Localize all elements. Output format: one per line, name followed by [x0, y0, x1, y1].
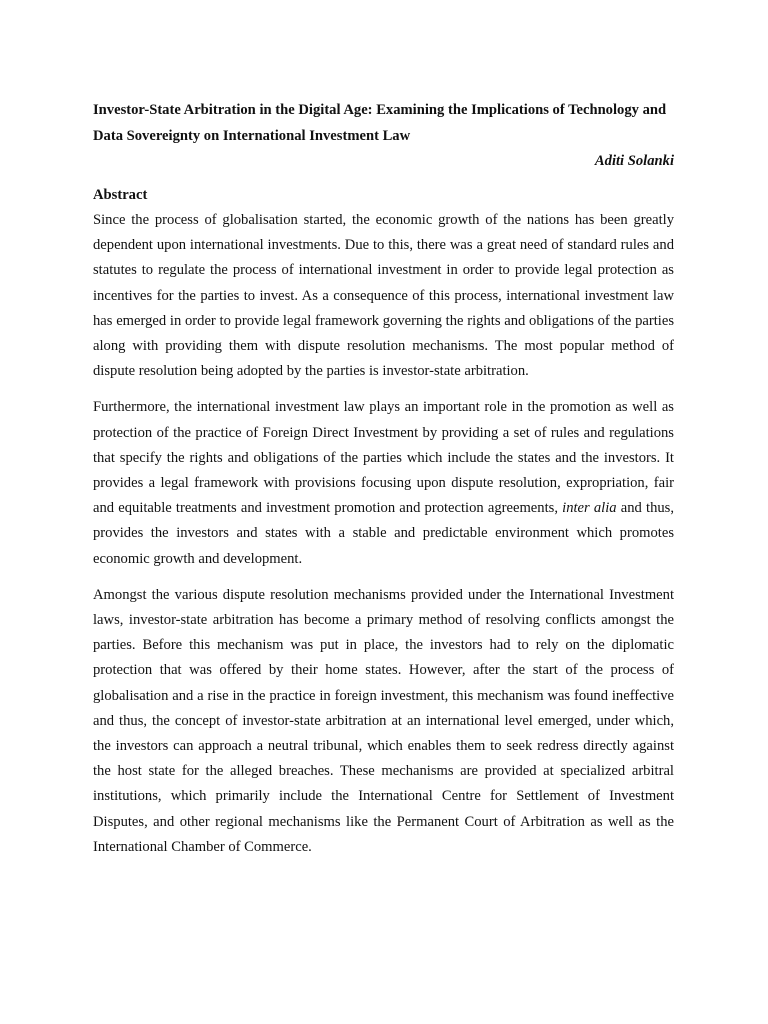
document-title: Investor-State Arbitration in the Digital Age: Examining the Implications of Technology and Data Sovereignty on International Investment Law [93, 102, 667, 144]
abstract-paragraph-3: Amongst the various dispute resolution mechanisms provided under the International Investment laws, investor-state arbitration has become a primary method of resolving conflicts amongst the parties. Before this mechanism was put in place, the investors had to rely on the diplomatic protection that was offered by their home states. However, after the start of the process of globalisation and a rise in the practice in foreign investment, this mechanism was found ineffective and thus, the concept of investor-state arbitration at an international level emerged, under which, the investors can approach a neutral tribunal, which enables them to seek redress directly against the host state for the alleged breaches. These mechanisms are provided at specialized arbitral institutions, which primarily include the International Centre for Settlement of Investment Disputes, and other regional mechanisms like the Permanent Court of Arbitration as well as the International Chamber of Commerce. [93, 586, 674, 855]
italic-phrase: inter alia [562, 500, 617, 517]
author-name: Aditi Solanki [594, 153, 674, 169]
abstract-paragraph-2 [93, 395, 674, 571]
paragraph-text-before-italic: Furthermore, the international investment law plays an important role in the promotion as well as protection of the practice of Foreign Direct Investment by providing a set of rules and regulations that specify the rights and obligations of the parties which include the states and the investors. It provides a legal framework with provisions focusing upon dispute resolution, expropriation, fair and equitable treatments and investment promotion and protection agreements, [93, 399, 674, 517]
abstract-paragraph-1: Since the process of globalisation started, the economic growth of the nations has been greatly dependent upon international investments. Due to this, there was a great need of standard rules and statutes to regulate the process of international investment in order to provide legal protection as incentives for the parties to invest. As a consequence of this process, international investment law has emerged in order to provide legal framework governing the rights and obligations of the parties along with providing them with dispute resolution mechanisms. The most popular method of dispute resolution being adopted by the parties is investor-state arbitration. [93, 212, 674, 380]
document-page [93, 98, 674, 871]
abstract-heading: Abstract [93, 187, 148, 203]
paragraph-text-after-italic: and thus, provides the investors and states with a stable and predictable environment which promotes economic growth and development. [93, 500, 674, 567]
